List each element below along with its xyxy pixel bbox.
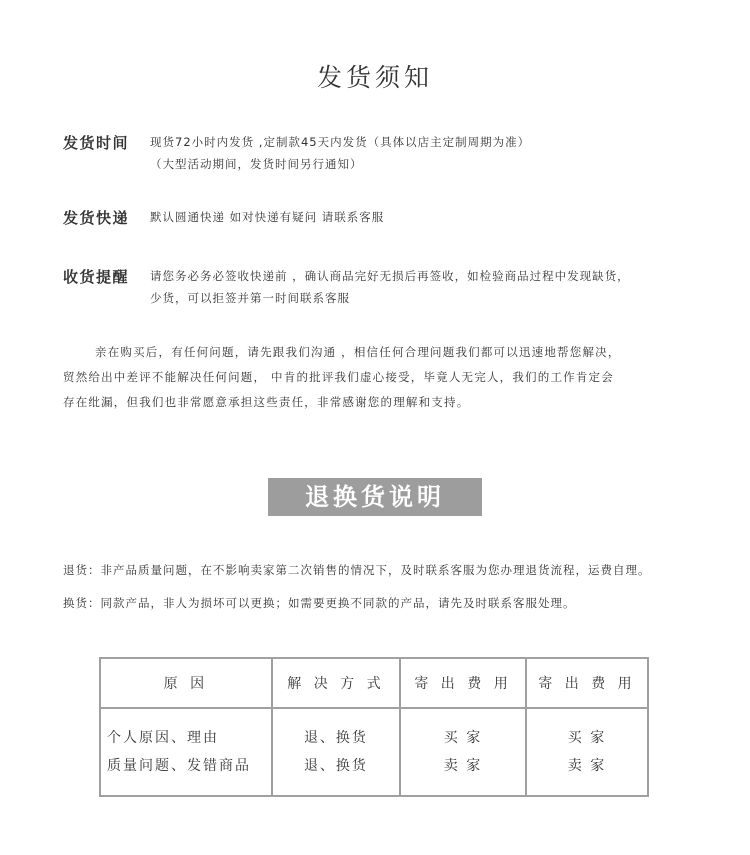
table-header-row bbox=[100, 658, 648, 708]
reason-cell bbox=[100, 708, 272, 796]
paragraph-line-3: 存在纰漏，但我们也非常愿意承担这些责任，非常感谢您的理解和支持。 bbox=[63, 395, 470, 409]
customer-note-paragraph bbox=[63, 340, 703, 415]
returns-title-banner: 退换货说明 bbox=[268, 478, 482, 516]
shipping-time-line-1: 现货72小时内发货 ,定制款45天内发货（具体以店主定制周期为准） bbox=[150, 135, 531, 149]
courier-label: 发货快递 bbox=[63, 209, 130, 227]
solution-quality: 退、换货 bbox=[303, 758, 368, 774]
send-fee-cell bbox=[400, 708, 526, 796]
return-fee-quality: 卖 家 bbox=[567, 758, 607, 774]
receipt-reminder-text bbox=[150, 265, 630, 309]
table-row bbox=[100, 708, 648, 796]
return-policy-text: 退货：非产品质量问题，在不影响卖家第二次销售的情况下，及时联系客服为您办理退货流程，运费自理。 bbox=[63, 563, 651, 577]
solution-cell bbox=[272, 708, 400, 796]
header-reason: 原 因 bbox=[100, 658, 272, 708]
shipping-time-label: 发货时间 bbox=[63, 134, 130, 152]
send-fee-personal: 买 家 bbox=[443, 730, 483, 746]
header-send-fee: 寄 出 费 用 bbox=[400, 658, 526, 708]
shipping-time-line-2: （大型活动期间，发货时间另行通知） bbox=[150, 157, 363, 171]
returns-table bbox=[99, 657, 649, 797]
solution-personal: 退、换货 bbox=[303, 730, 368, 746]
return-fee-cell bbox=[526, 708, 648, 796]
exchange-policy-text: 换货：同款产品，非人为损坏可以更换；如需要更换不同款的产品，请先及时联系客服处理。 bbox=[63, 596, 576, 610]
return-fee-personal: 买 家 bbox=[567, 730, 607, 746]
receipt-reminder-line-2: 少货，可以拒签并第一时间联系客服 bbox=[150, 291, 350, 305]
courier-text bbox=[150, 206, 384, 228]
shipping-time-text bbox=[150, 131, 530, 175]
receipt-reminder-line-1: 请您务必务必签收快递前 ，确认商品完好无损后再签收，如检验商品过程中发现缺货， bbox=[150, 269, 630, 283]
paragraph-line-1: 亲在购买后，有任何问题，请先跟我们沟通 ，相信任何合理问题我们都可以迅速地帮您解决， bbox=[95, 345, 621, 359]
reason-quality: 质量问题、发错商品 bbox=[107, 758, 251, 774]
reason-personal: 个人原因、理由 bbox=[107, 730, 219, 746]
receipt-reminder-label: 收货提醒 bbox=[63, 268, 130, 286]
header-return-fee: 寄 出 费 用 bbox=[526, 658, 648, 708]
shipping-title: 发货须知 bbox=[316, 63, 433, 92]
paragraph-line-2: 贸然给出中差评不能解决任何问题， 中肯的批评我们虚心接受，毕竟人无完人，我们的工作肯定会 bbox=[63, 370, 614, 384]
send-fee-quality: 卖 家 bbox=[443, 758, 483, 774]
header-solution: 解 决 方 式 bbox=[272, 658, 400, 708]
courier-line-1: 默认圆通快递 如对快递有疑问 请联系客服 bbox=[150, 210, 385, 224]
